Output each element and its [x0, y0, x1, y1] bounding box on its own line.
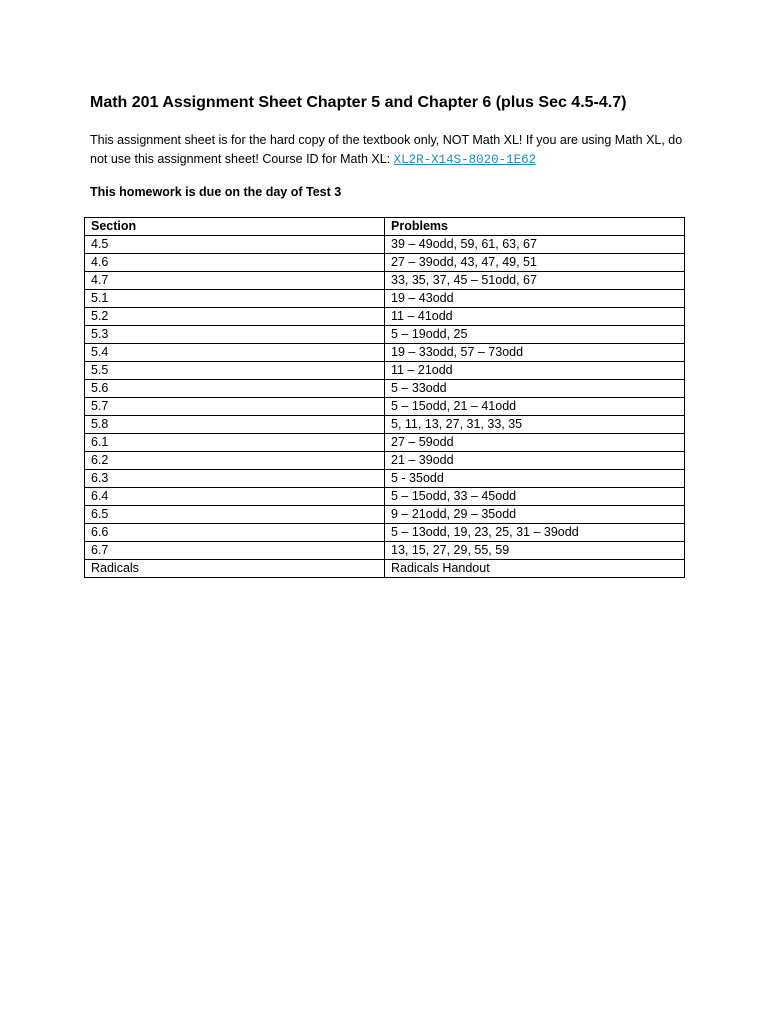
section-cell: 5.8	[85, 416, 385, 434]
table-row	[85, 506, 685, 524]
problems-cell: 5, 11, 13, 27, 31, 33, 35	[385, 416, 685, 434]
intro-text: This assignment sheet is for the hard copy of the textbook only, NOT Math XL! If you are using Math XL, do not use this assignment sheet! Course ID for Math XL:	[90, 133, 683, 166]
section-cell: 5.7	[85, 398, 385, 416]
table-row	[85, 452, 685, 470]
page-title: Math 201 Assignment Sheet Chapter 5 and Chapter 6 (plus Sec 4.5-4.7)	[90, 94, 627, 111]
table-row	[85, 470, 685, 488]
problems-cell: 27 – 39odd, 43, 47, 49, 51	[385, 254, 685, 272]
table-row	[85, 488, 685, 506]
section-cell: 5.5	[85, 362, 385, 380]
table-row	[85, 524, 685, 542]
due-note: This homework is due on the day of Test 3	[90, 185, 342, 199]
table-row	[85, 398, 685, 416]
section-cell: 5.4	[85, 344, 385, 362]
table-row	[85, 380, 685, 398]
section-cell: 6.1	[85, 434, 385, 452]
table-row	[85, 236, 685, 254]
problems-cell: 19 – 33odd, 57 – 73odd	[385, 344, 685, 362]
table-row	[85, 344, 685, 362]
problems-cell: 21 – 39odd	[385, 452, 685, 470]
table-row	[85, 290, 685, 308]
section-cell: Radicals	[85, 560, 385, 578]
course-id-link[interactable]: XL2R-X14S-8020-1E62	[393, 153, 537, 167]
section-cell: 5.3	[85, 326, 385, 344]
table-body	[85, 236, 685, 578]
table-row	[85, 308, 685, 326]
table-row	[85, 272, 685, 290]
problems-cell: 5 – 15odd, 33 – 45odd	[385, 488, 685, 506]
problems-cell: Radicals Handout	[385, 560, 685, 578]
section-cell: 4.6	[85, 254, 385, 272]
section-cell: 5.2	[85, 308, 385, 326]
table-header-row	[85, 218, 685, 236]
problems-cell: 11 – 41odd	[385, 308, 685, 326]
assignment-table	[84, 217, 685, 578]
section-cell: 5.6	[85, 380, 385, 398]
table-row	[85, 542, 685, 560]
section-cell: 6.7	[85, 542, 385, 560]
table-row	[85, 362, 685, 380]
section-cell: 4.5	[85, 236, 385, 254]
table-row	[85, 254, 685, 272]
problems-cell: 5 - 35odd	[385, 470, 685, 488]
section-cell: 6.2	[85, 452, 385, 470]
section-cell: 6.3	[85, 470, 385, 488]
section-cell: 4.7	[85, 272, 385, 290]
header-problems: Problems	[385, 218, 685, 236]
table-row	[85, 416, 685, 434]
table-row	[85, 326, 685, 344]
section-cell: 6.4	[85, 488, 385, 506]
problems-cell: 5 – 15odd, 21 – 41odd	[385, 398, 685, 416]
problems-cell: 33, 35, 37, 45 – 51odd, 67	[385, 272, 685, 290]
problems-cell: 5 – 13odd, 19, 23, 25, 31 – 39odd	[385, 524, 685, 542]
table-row	[85, 434, 685, 452]
problems-cell: 19 – 43odd	[385, 290, 685, 308]
table-row	[85, 560, 685, 578]
intro-paragraph	[90, 131, 690, 170]
problems-cell: 39 – 49odd, 59, 61, 63, 67	[385, 236, 685, 254]
section-cell: 6.5	[85, 506, 385, 524]
section-cell: 6.6	[85, 524, 385, 542]
problems-cell: 5 – 19odd, 25	[385, 326, 685, 344]
problems-cell: 9 – 21odd, 29 – 35odd	[385, 506, 685, 524]
problems-cell: 13, 15, 27, 29, 55, 59	[385, 542, 685, 560]
header-section: Section	[85, 218, 385, 236]
problems-cell: 11 – 21odd	[385, 362, 685, 380]
problems-cell: 5 – 33odd	[385, 380, 685, 398]
problems-cell: 27 – 59odd	[385, 434, 685, 452]
section-cell: 5.1	[85, 290, 385, 308]
